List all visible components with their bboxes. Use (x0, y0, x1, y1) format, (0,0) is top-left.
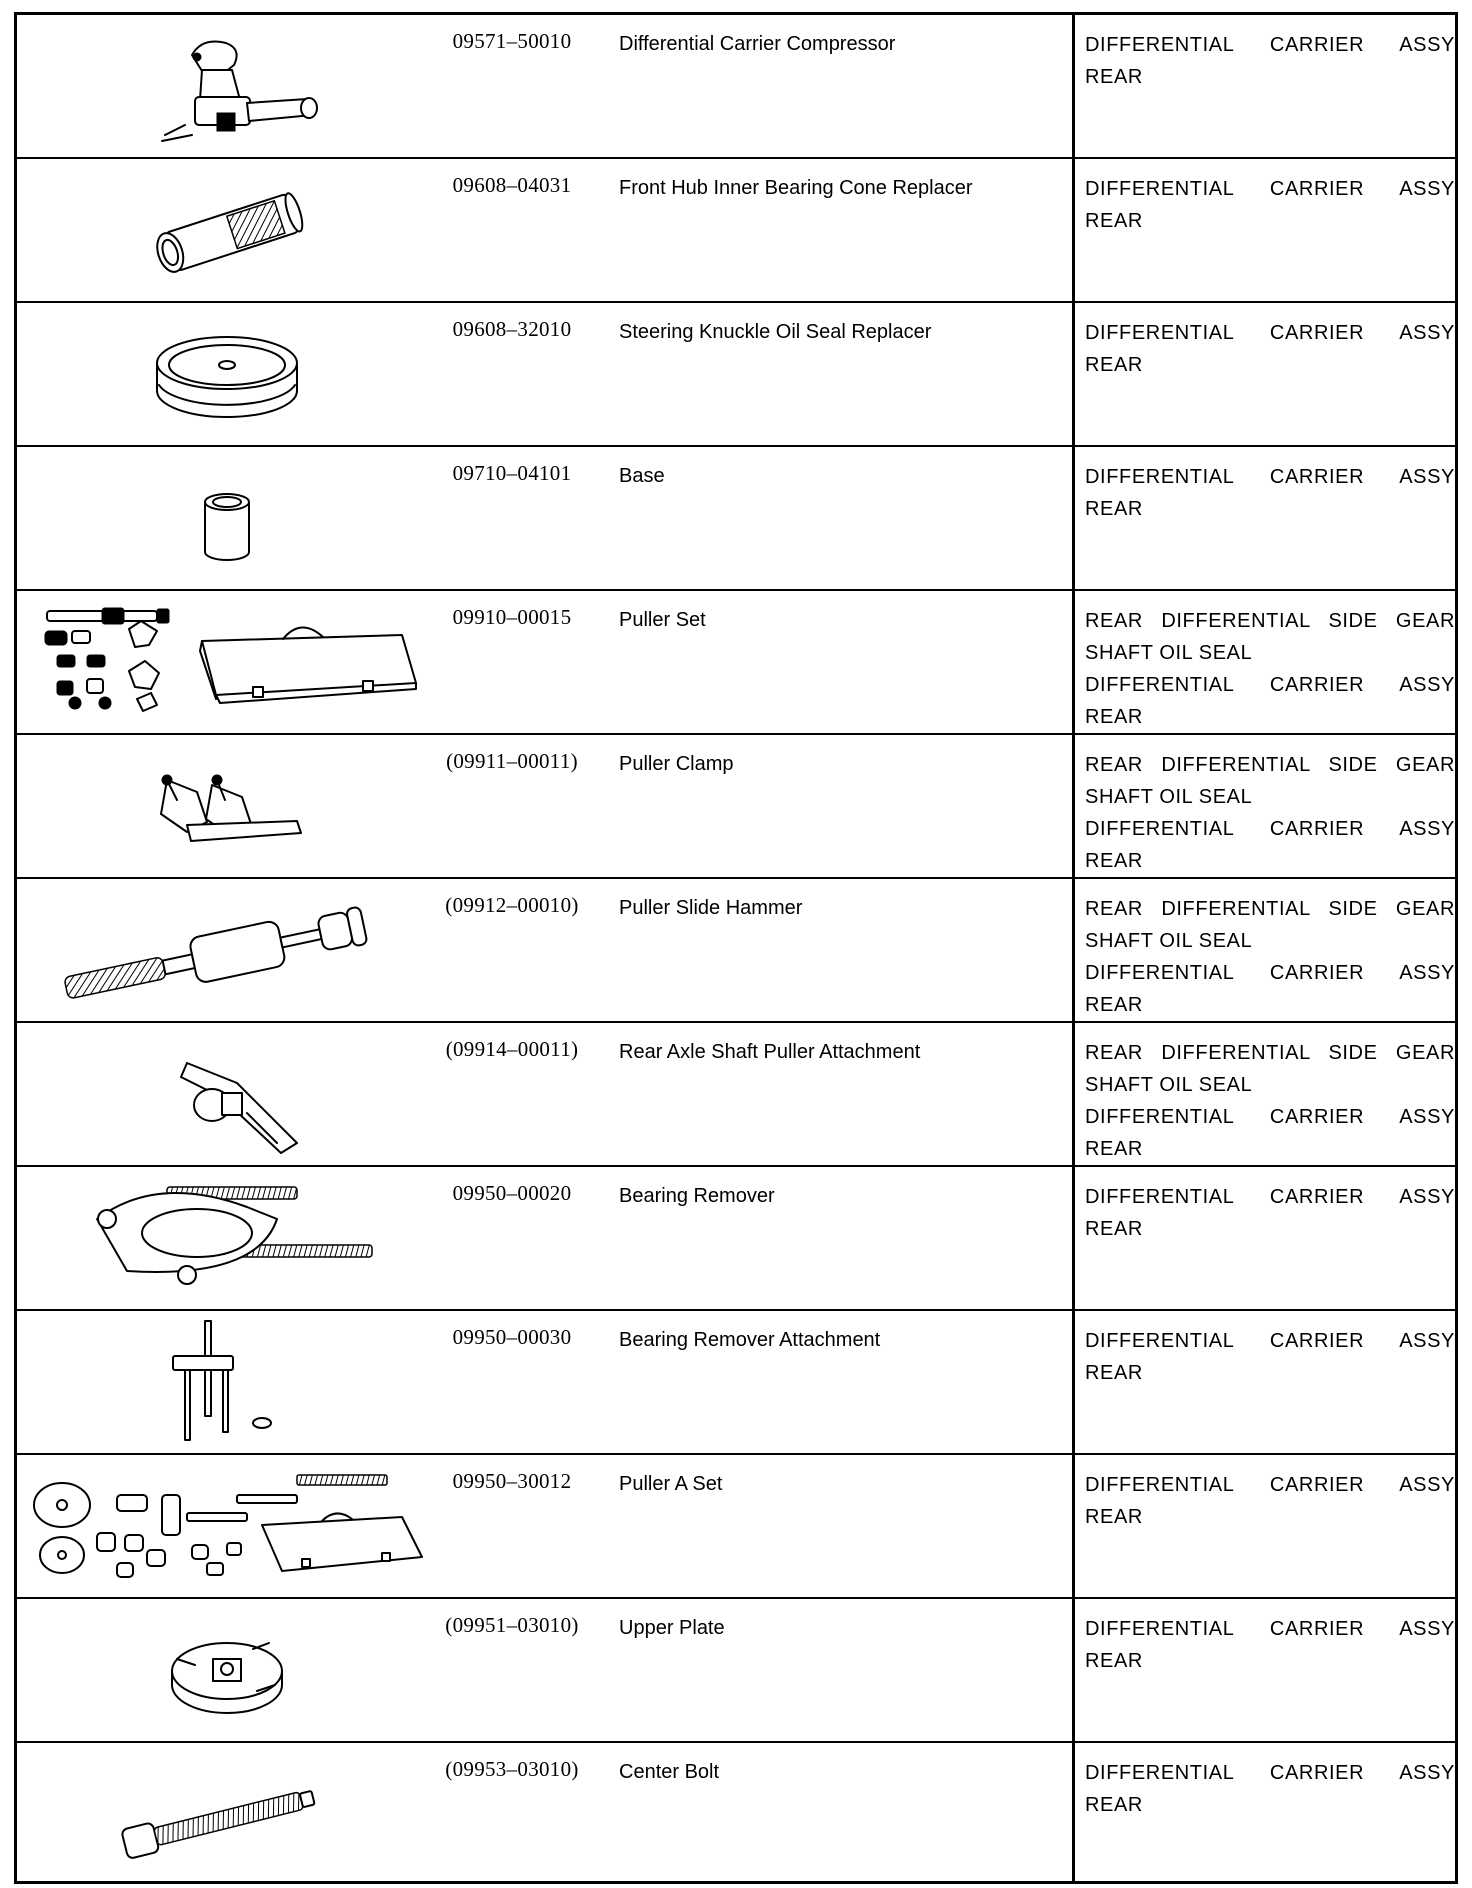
puller-set-icon (17, 591, 437, 735)
table-row (17, 1311, 1455, 1455)
tool-name: Upper Plate (619, 1617, 725, 1639)
usage-line: REAR (1085, 1506, 1143, 1528)
usage-line: DIFFERENTIAL CARRIER ASSY (1085, 34, 1455, 56)
usage-line: REAR (1085, 706, 1143, 728)
part-number: 09950–00020 (452, 1181, 572, 1205)
usage-cell (1085, 893, 1455, 1021)
usage-line: DIFFERENTIAL CARRIER ASSY (1085, 1762, 1455, 1784)
usage-line: SHAFT OIL SEAL (1085, 786, 1253, 808)
part-number: (09914–00011) (445, 1037, 579, 1061)
usage-line: DIFFERENTIAL CARRIER ASSY (1085, 1186, 1455, 1208)
usage-cell (1085, 173, 1455, 237)
usage-line: DIFFERENTIAL CARRIER ASSY (1085, 178, 1455, 200)
slide-hammer-icon (17, 879, 437, 1023)
part-number: (09951–03010) (445, 1613, 579, 1637)
usage-line: REAR (1085, 850, 1143, 872)
part-number: 09910–00015 (452, 605, 572, 629)
usage-cell (1085, 1181, 1455, 1245)
part-number: 09710–04101 (452, 461, 572, 485)
usage-line: DIFFERENTIAL CARRIER ASSY (1085, 466, 1455, 488)
part-number: (09912–00010) (445, 893, 579, 917)
table-row (17, 15, 1455, 159)
table-row (17, 1599, 1455, 1743)
usage-cell (1085, 605, 1455, 733)
tool-name: Front Hub Inner Bearing Cone Replacer (619, 177, 973, 199)
bearing-remover-icon (17, 1167, 437, 1311)
oil-seal-replacer-icon (17, 303, 437, 447)
table-row (17, 1167, 1455, 1311)
table-row (17, 303, 1455, 447)
usage-cell (1085, 461, 1455, 525)
table-row (17, 1023, 1455, 1167)
table-row (17, 1455, 1455, 1599)
table-row (17, 1743, 1455, 1887)
usage-line: SHAFT OIL SEAL (1085, 1074, 1253, 1096)
tool-name: Puller A Set (619, 1473, 723, 1495)
usage-cell (1085, 317, 1455, 381)
usage-cell (1085, 749, 1455, 877)
special-service-tools-table (14, 12, 1458, 1884)
usage-line: REAR (1085, 498, 1143, 520)
tool-name: Base (619, 465, 665, 487)
puller-a-set-icon (17, 1455, 437, 1599)
usage-line: DIFFERENTIAL CARRIER ASSY (1085, 962, 1455, 984)
base-icon (17, 447, 437, 591)
table-row (17, 591, 1455, 735)
center-bolt-icon (17, 1743, 437, 1887)
usage-line: DIFFERENTIAL CARRIER ASSY (1085, 818, 1455, 840)
bearing-cone-replacer-icon (17, 159, 437, 303)
usage-line: REAR (1085, 1218, 1143, 1240)
upper-plate-icon (17, 1599, 437, 1743)
usage-line: REAR (1085, 994, 1143, 1016)
part-number: 09950–30012 (452, 1469, 572, 1493)
usage-line: DIFFERENTIAL CARRIER ASSY (1085, 1330, 1455, 1352)
usage-line: REAR (1085, 1650, 1143, 1672)
usage-line: DIFFERENTIAL CARRIER ASSY (1085, 1106, 1455, 1128)
differential-carrier-compressor-icon (17, 15, 437, 159)
usage-line: DIFFERENTIAL CARRIER ASSY (1085, 1618, 1455, 1640)
table-row (17, 879, 1455, 1023)
usage-cell (1085, 1757, 1455, 1821)
usage-line: REAR (1085, 1138, 1143, 1160)
usage-line: REAR (1085, 1794, 1143, 1816)
tool-name: Bearing Remover (619, 1185, 775, 1207)
bearing-remover-attachment-icon (17, 1311, 437, 1455)
tool-name: Bearing Remover Attachment (619, 1329, 881, 1351)
usage-line: REAR DIFFERENTIAL SIDE GEAR (1085, 1042, 1455, 1064)
usage-cell (1085, 1469, 1455, 1533)
usage-line: DIFFERENTIAL CARRIER ASSY (1085, 1474, 1455, 1496)
usage-line: REAR (1085, 66, 1143, 88)
usage-line: REAR DIFFERENTIAL SIDE GEAR (1085, 610, 1455, 632)
tool-name: Differential Carrier Compressor (619, 33, 896, 55)
tool-name: Puller Slide Hammer (619, 897, 803, 919)
usage-cell (1085, 29, 1455, 93)
tool-name: Center Bolt (619, 1761, 720, 1783)
table-row (17, 447, 1455, 591)
usage-line: SHAFT OIL SEAL (1085, 930, 1253, 952)
tool-name: Steering Knuckle Oil Seal Replacer (619, 321, 932, 343)
part-number: (09911–00011) (446, 749, 578, 773)
puller-clamp-icon (17, 735, 437, 879)
usage-line: DIFFERENTIAL CARRIER ASSY (1085, 674, 1455, 696)
usage-line: DIFFERENTIAL CARRIER ASSY (1085, 322, 1455, 344)
usage-line: REAR DIFFERENTIAL SIDE GEAR (1085, 898, 1455, 920)
usage-cell (1085, 1037, 1455, 1165)
usage-cell (1085, 1325, 1455, 1389)
usage-line: REAR (1085, 1362, 1143, 1384)
tool-name: Puller Set (619, 609, 706, 631)
part-number: 09571–50010 (452, 29, 572, 53)
table-row (17, 735, 1455, 879)
tool-name: Rear Axle Shaft Puller Attachment (619, 1041, 921, 1063)
usage-line: SHAFT OIL SEAL (1085, 642, 1253, 664)
table-row (17, 159, 1455, 303)
usage-cell (1085, 1613, 1455, 1677)
usage-line: REAR (1085, 210, 1143, 232)
usage-line: REAR DIFFERENTIAL SIDE GEAR (1085, 754, 1455, 776)
part-number: 09608–32010 (452, 317, 572, 341)
usage-line: REAR (1085, 354, 1143, 376)
part-number: 09950–00030 (452, 1325, 572, 1349)
part-number: 09608–04031 (452, 173, 572, 197)
tool-name: Puller Clamp (619, 753, 734, 775)
axle-shaft-puller-attachment-icon (17, 1023, 437, 1167)
part-number: (09953–03010) (445, 1757, 579, 1781)
